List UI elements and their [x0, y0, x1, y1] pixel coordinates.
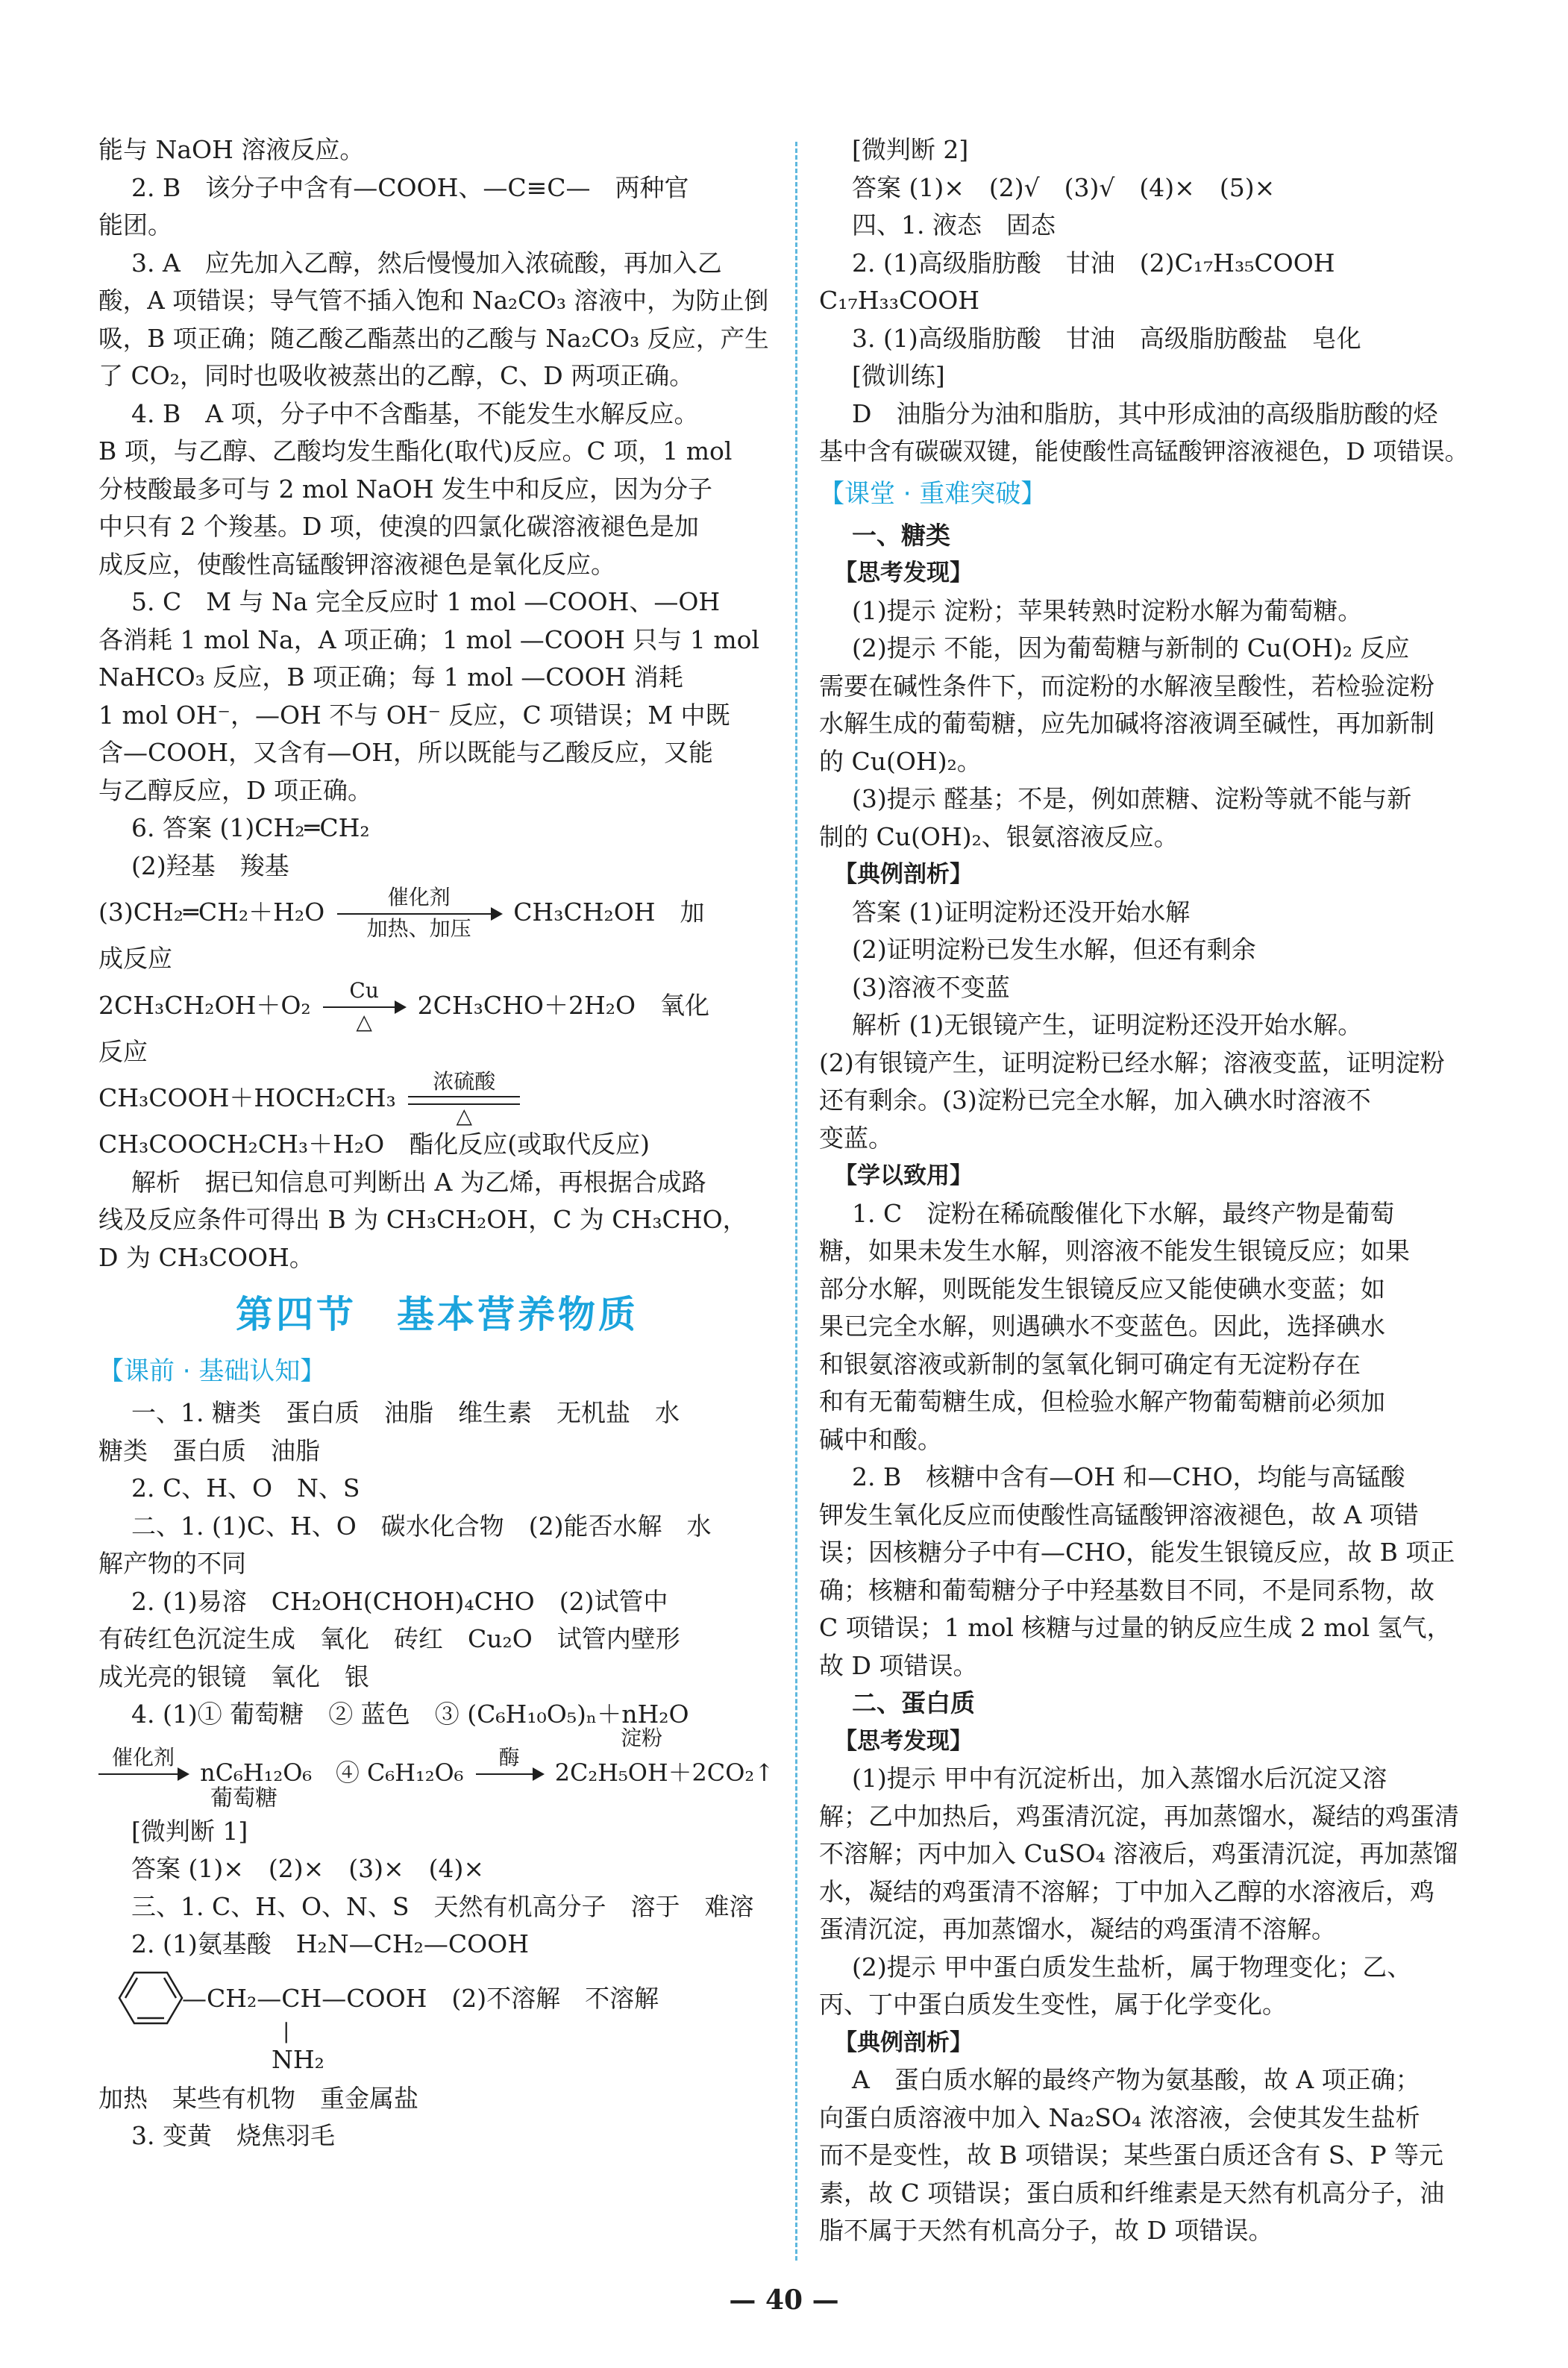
- text-line: C 项错误；1 mol 核糖与过量的钠反应生成 2 mol 氢气，: [819, 1613, 1452, 1642]
- structure-text: —CH₂—CH—COOH (2)不溶解 不溶解: [182, 1983, 659, 2013]
- text-line: 2. (1)氨基酸 H₂N—CH₂—COOH: [131, 1929, 529, 1958]
- eq-reactants: 2CH₃CH₂OH＋O₂: [98, 990, 311, 1020]
- text-line: (2)证明淀粉已发生水解，但还有剩余: [852, 935, 1256, 964]
- text-line: [微判断 1]: [131, 1816, 248, 1846]
- reaction-arrow-icon: [476, 1745, 543, 1785]
- eq-products: nC₆H₁₂O₆ ④ C₆H₁₂O₆: [200, 1758, 464, 1787]
- reaction-arrow-icon: [323, 977, 405, 1034]
- text-line: 丙、丁中蛋白质发生变性，属于化学变化。: [819, 1990, 1287, 2019]
- arrow-condition-bottom: △: [456, 1103, 473, 1128]
- arrow-condition-top: 催化剂: [387, 885, 451, 909]
- text-line: 二、1. (1)C、H、O 碳水化合物 (2)能否水解 水: [131, 1511, 712, 1541]
- equation-hydration: [98, 885, 776, 940]
- text-line: 淀粉: [621, 1725, 663, 1750]
- text-line: 吸，B 项正确；随乙酸乙酯蒸出的乙酸与 Na₂CO₃ 反应，产生: [98, 324, 769, 353]
- text-line: 2. (1)易溶 CH₂OH(CHOH)₄CHO (2)试管中: [131, 1586, 668, 1616]
- text-line: 各消耗 1 mol Na，A 项正确；1 mol —COOH 只与 1 mol: [98, 624, 760, 654]
- text-line: 糖类 蛋白质 油脂: [98, 1435, 320, 1465]
- eq-products: 2C₂H₅OH＋2CO₂↑: [554, 1758, 774, 1787]
- page-number: — 40 —: [729, 2284, 839, 2316]
- text-line: 答案 (1)× (2)√ (3)√ (4)× (5)×: [852, 172, 1276, 202]
- text-line: 成反应，使酸性高锰酸钾溶液褪色是氧化反应。: [98, 549, 615, 579]
- text-line: 1 mol OH⁻，—OH 不与 OH⁻ 反应，C 项错误；M 中既: [98, 700, 730, 730]
- text-line: 与乙醇反应，D 项正确。: [98, 775, 372, 805]
- text-line: 有砖红色沉淀生成 氧化 砖红 Cu₂O 试管内壁形: [98, 1624, 680, 1653]
- section-heading: 【课前 · 基础认知】: [98, 1356, 326, 1386]
- text-line: 而不是变性，故 B 项错误；某些蛋白质还含有 S、P 等元: [819, 2140, 1444, 2170]
- tag-label: 【思考发现】: [834, 560, 973, 586]
- text-line: 糖，如果未发生水解，则溶液不能发生银镜反应；如果: [819, 1236, 1410, 1265]
- arrow-condition-bottom: △: [356, 1009, 372, 1034]
- tag-label: 【典例剖析】: [834, 861, 973, 888]
- text-line: 水，凝结的鸡蛋清不溶解；丁中加入乙醇的水溶液后，鸡: [819, 1876, 1434, 1906]
- equation-glucose: [98, 1745, 776, 1797]
- reversible-arrow-icon: [408, 1069, 520, 1128]
- text-line: 钾发生氧化反应而使酸性高锰酸钾溶液褪色，故 A 项错: [819, 1500, 1419, 1529]
- text-line: 能团。: [98, 210, 172, 239]
- eq-reactants: (3)CH₂═CH₂＋H₂O: [98, 898, 325, 927]
- text-line: 答案 (1)证明淀粉还没开始水解: [852, 897, 1191, 927]
- text-line: 果已完全水解，则遇碘水不变蓝色。因此，选择碘水: [819, 1312, 1385, 1341]
- text-line: 反应: [98, 1036, 148, 1066]
- section-heading: 【课堂 · 重难突破】: [819, 478, 1047, 509]
- text-line: 线及反应条件可得出 B 为 CH₃CH₂OH，C 为 CH₃CHO，: [98, 1205, 747, 1234]
- subsection-heading: 一、糖类: [852, 520, 950, 550]
- text-line: 了 CO₂，同时也吸收被蒸出的乙醇，C、D 两项正确。: [98, 361, 694, 390]
- text-line: 含—COOH，又含有—OH，所以既能与乙酸反应，又能: [98, 738, 713, 767]
- text-line: 四、1. 液态 固态: [852, 210, 1056, 239]
- text-line: 和银氨溶液或新制的氢氧化铜可确定有无淀粉存在: [819, 1349, 1361, 1379]
- text-line: (2)有银镜产生，证明淀粉已经水解；溶液变蓝，证明淀粉: [819, 1047, 1445, 1077]
- arrow-condition-top: 酶: [498, 1745, 520, 1770]
- text-line: 3. 变黄 烧焦羽毛: [131, 2121, 335, 2150]
- text-line: 解产物的不同: [98, 1549, 246, 1578]
- text-line: CH₃COOCH₂CH₃＋H₂O 酯化反应(或取代反应): [98, 1130, 650, 1159]
- text-line: 不溶解；丙中加入 CuSO₄ 溶液后，鸡蛋清沉淀，再加蒸馏: [819, 1839, 1458, 1868]
- equation-oxidation: [98, 978, 776, 1033]
- text-line: (2)羟基 羧基: [131, 851, 289, 880]
- text-line: 三、1. C、H、O、N、S 天然有机高分子 溶于 难溶: [131, 1891, 754, 1921]
- reaction-arrow-icon: [337, 885, 501, 941]
- text-line: 解析 据已知信息可判断出 A 为乙烯，再根据合成路: [131, 1167, 706, 1197]
- chapter-title: 第四节 基本营养物质: [236, 1292, 639, 1336]
- arrow-condition-top: 浓硫酸: [433, 1069, 496, 1094]
- text-line: 素，故 C 项错误；蛋白质和纤维素是天然有机高分子，油: [819, 2178, 1445, 2208]
- text-line: (1)提示 淀粉；苹果转熟时淀粉水解为葡萄糖。: [852, 595, 1363, 625]
- text-line: D 为 CH₃COOH。: [98, 1242, 314, 1272]
- text-line: D 油脂分为油和脂肪，其中形成油的高级脂肪酸的烃: [852, 398, 1438, 428]
- text-line: 还有剩余。(3)淀粉已完全水解，加入碘水时溶液不: [819, 1086, 1371, 1115]
- text-line: 酸，A 项错误；导气管不插入饱和 Na₂CO₃ 溶液中，为防止倒: [98, 286, 769, 315]
- tag-label: 【学以致用】: [834, 1162, 973, 1189]
- text-line: 故 D 项错误。: [819, 1650, 978, 1680]
- text-line: 2. C、H、O N、S: [131, 1473, 360, 1503]
- eq-reactants: CH₃COOH＋HOCH₂CH₃: [98, 1083, 396, 1112]
- text-line: 和有无葡萄糖生成，但检验水解产物葡萄糖前必须加: [819, 1387, 1385, 1416]
- text-line: [微训练]: [852, 361, 945, 390]
- text-line: 加热 某些有机物 重金属盐: [98, 2083, 418, 2113]
- text-line: (3)提示 醛基；不是，例如蔗糖、淀粉等就不能与新: [852, 784, 1412, 813]
- text-line: 答案 (1)× (2)× (3)× (4)×: [131, 1854, 485, 1883]
- text-line: 4. (1)① 葡萄糖 ② 蓝色 ③ (C₆H₁₀O₅)ₙ＋nH₂O: [131, 1700, 689, 1729]
- text-line: A 蛋白质水解的最终产物为氨基酸，故 A 项正确；: [852, 2065, 1420, 2094]
- text-line: [微判断 2]: [852, 135, 969, 164]
- text-line: B 项，与乙醇、乙酸均发生酯化(取代)反应。C 项，1 mol: [98, 436, 733, 466]
- text-line: 2. B 核糖中含有—OH 和—CHO，均能与高锰酸: [852, 1462, 1405, 1491]
- text-line: C₁₇H₃₃COOH: [819, 286, 980, 315]
- phenylalanine-structure: [98, 1968, 776, 2080]
- right-column: [819, 131, 1476, 2250]
- text-line: 5. C M 与 Na 完全反应时 1 mol —COOH、—OH: [131, 587, 721, 616]
- text-line: 向蛋白质溶液中加入 Na₂SO₄ 浓溶液，会使其发生盐析: [819, 2102, 1420, 2132]
- eq-products: 2CH₃CHO＋2H₂O 氧化: [417, 990, 710, 1020]
- text-line: 部分水解，则既能发生银镜反应又能使碘水变蓝；如: [819, 1274, 1385, 1303]
- arrow-condition-bottom: 加热、加压: [366, 916, 471, 941]
- text-line: 的 Cu(OH)₂。: [819, 746, 982, 776]
- text-line: 成光亮的银镜 氧化 银: [98, 1661, 369, 1691]
- text-line: 中只有 2 个羧基。D 项，使溴的四氯化碳溶液褪色是加: [98, 512, 699, 541]
- text-line: 能与 NaOH 溶液反应。: [98, 135, 365, 164]
- text-line: NaHCO₃ 反应，B 项正确；每 1 mol —COOH 消耗: [98, 663, 683, 692]
- text-line: 脂不属于天然有机高分子，故 D 项错误。: [819, 2216, 1273, 2245]
- text-line: 2. (1)高级脂肪酸 甘油 (2)C₁₇H₃₅COOH: [852, 248, 1335, 278]
- arrow-condition-top: Cu: [349, 977, 379, 1003]
- text-line: 误；因核糖分子中有—CHO，能发生银镜反应，故 B 项正: [819, 1538, 1455, 1567]
- tag-label: 【思考发现】: [834, 1727, 973, 1755]
- text-line: 解；乙中加热后，鸡蛋清沉淀，再加蒸馏水，凝结的鸡蛋清: [819, 1801, 1459, 1831]
- text-line: 解析 (1)无银镜产生，证明淀粉还没开始水解。: [852, 1010, 1363, 1039]
- text-line: 葡萄糖: [210, 1785, 277, 1811]
- text-line: 分枝酸最多可与 2 mol NaOH 发生中和反应，因为分子: [98, 474, 713, 504]
- text-line: 需要在碱性条件下，而淀粉的水解液呈酸性，若检验淀粉: [819, 671, 1434, 701]
- equation-esterification: [98, 1071, 776, 1126]
- text-line: (1)提示 甲中有沉淀析出，加入蒸馏水后沉淀又溶: [852, 1764, 1387, 1793]
- text-line: 蛋清沉淀，再加蒸馏水，凝结的鸡蛋清不溶解。: [819, 1914, 1336, 1943]
- text-line: 4. B A 项，分子中不含酯基，不能发生水解反应。: [131, 398, 699, 428]
- subsection-heading: 二、蛋白质: [852, 1688, 975, 1717]
- tag-label: 【典例剖析】: [834, 2029, 973, 2056]
- text-line: (3)溶液不变蓝: [852, 972, 1010, 1002]
- text-line: 碱中和酸。: [819, 1424, 942, 1454]
- text-line: 2. B 该分子中含有—COOH、—C≡C— 两种官: [131, 172, 689, 202]
- text-line: 变蓝。: [819, 1123, 893, 1153]
- text-line: 确；核糖和葡萄糖分子中羟基数目不同，不是同系物，故: [819, 1575, 1434, 1605]
- arrow-condition-top: 催化剂: [111, 1745, 175, 1770]
- text-line: 3. (1)高级脂肪酸 甘油 高级脂肪酸盐 皂化: [852, 323, 1361, 353]
- text-line: (2)提示 不能，因为葡萄糖与新制的 Cu(OH)₂ 反应: [852, 633, 1410, 663]
- left-column: [98, 131, 776, 2155]
- text-line: 基中含有碳碳双键，能使酸性高锰酸钾溶液褪色，D 项错误。: [819, 437, 1469, 466]
- column-divider: [795, 142, 797, 2261]
- text-line: 水解生成的葡萄糖，应先加碱将溶液调至碱性，再加新制: [819, 709, 1434, 738]
- text-line: (2)提示 甲中蛋白质发生盐析，属于物理变化；乙、: [852, 1952, 1412, 1982]
- text-line: 一、1. 糖类 蛋白质 油脂 维生素 无机盐 水: [131, 1398, 680, 1427]
- text-line: 6. 答案 (1)CH₂═CH₂: [131, 813, 370, 842]
- text-line: 3. A 应先加入乙醇，然后慢慢加入浓硫酸，再加入乙: [131, 248, 722, 278]
- text-line: 制的 Cu(OH)₂、银氨溶液反应。: [819, 821, 1179, 851]
- text-line: 1. C 淀粉在稀硫酸催化下水解，最终产物是葡萄: [852, 1198, 1395, 1228]
- bond-line: |: [283, 2018, 290, 2043]
- reaction-arrow-icon: [98, 1745, 188, 1785]
- text-line: 成反应: [98, 944, 172, 973]
- eq-products: CH₃CH₂OH 加: [513, 898, 705, 927]
- structure-nh2: NH₂: [272, 2044, 324, 2074]
